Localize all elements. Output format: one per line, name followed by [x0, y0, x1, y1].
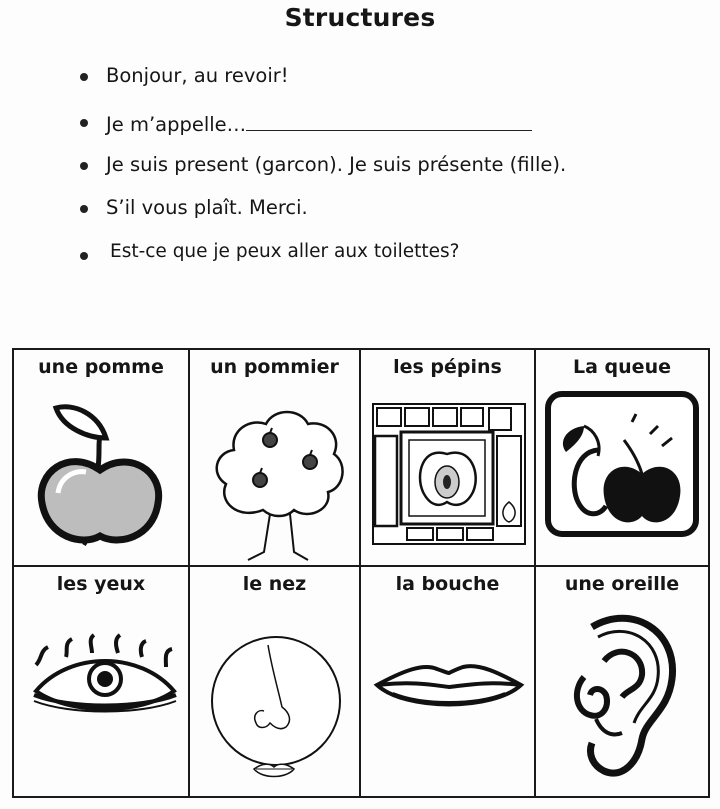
card-label: une pomme	[38, 356, 164, 378]
apple-seeds-icon	[371, 402, 527, 548]
card-label: les yeux	[56, 573, 146, 595]
vocab-card-apple	[14, 350, 190, 567]
bullet-icon	[80, 73, 88, 81]
bullet-icon	[80, 119, 88, 127]
phrase-text: Je suis present (garcon). Je suis présente (fille).	[106, 153, 567, 176]
vocab-card-mouth	[361, 567, 536, 796]
bullet-icon	[80, 162, 88, 170]
apple-tree-icon	[208, 402, 348, 562]
vocab-card-eyes	[14, 567, 190, 796]
eye-icon	[30, 631, 180, 721]
vocab-card-apple-stem	[536, 350, 708, 567]
mouth-icon	[373, 651, 525, 721]
phrase-text: Je m’appelle…	[106, 113, 247, 136]
vocab-card-apple-tree	[190, 350, 361, 567]
apple-stem-icon	[544, 390, 700, 540]
phrase-text: Est-ce que je peux aller aux toilettes?	[110, 241, 460, 262]
vocab-card-ear	[536, 567, 708, 796]
apple-icon	[28, 398, 178, 548]
nose-icon	[210, 619, 344, 789]
card-label: La queue	[573, 356, 671, 378]
ear-icon	[562, 607, 682, 787]
phrase-text: Bonjour, au revoir!	[106, 64, 289, 87]
name-blank-line	[246, 110, 532, 131]
vocab-card-apple-seeds	[361, 350, 536, 567]
bullet-icon	[80, 205, 88, 213]
vocab-card-nose	[190, 567, 361, 796]
card-label: une oreille	[564, 573, 680, 595]
bullet-icon	[80, 252, 88, 260]
card-label: les pépins	[393, 356, 502, 378]
card-label: la bouche	[395, 573, 500, 595]
page-title: Structures	[284, 3, 436, 32]
vocabulary-grid	[12, 348, 710, 798]
card-label: le nez	[242, 573, 307, 595]
card-label: un pommier	[210, 356, 339, 378]
phrase-text: S’il vous plaît. Merci.	[106, 196, 308, 219]
